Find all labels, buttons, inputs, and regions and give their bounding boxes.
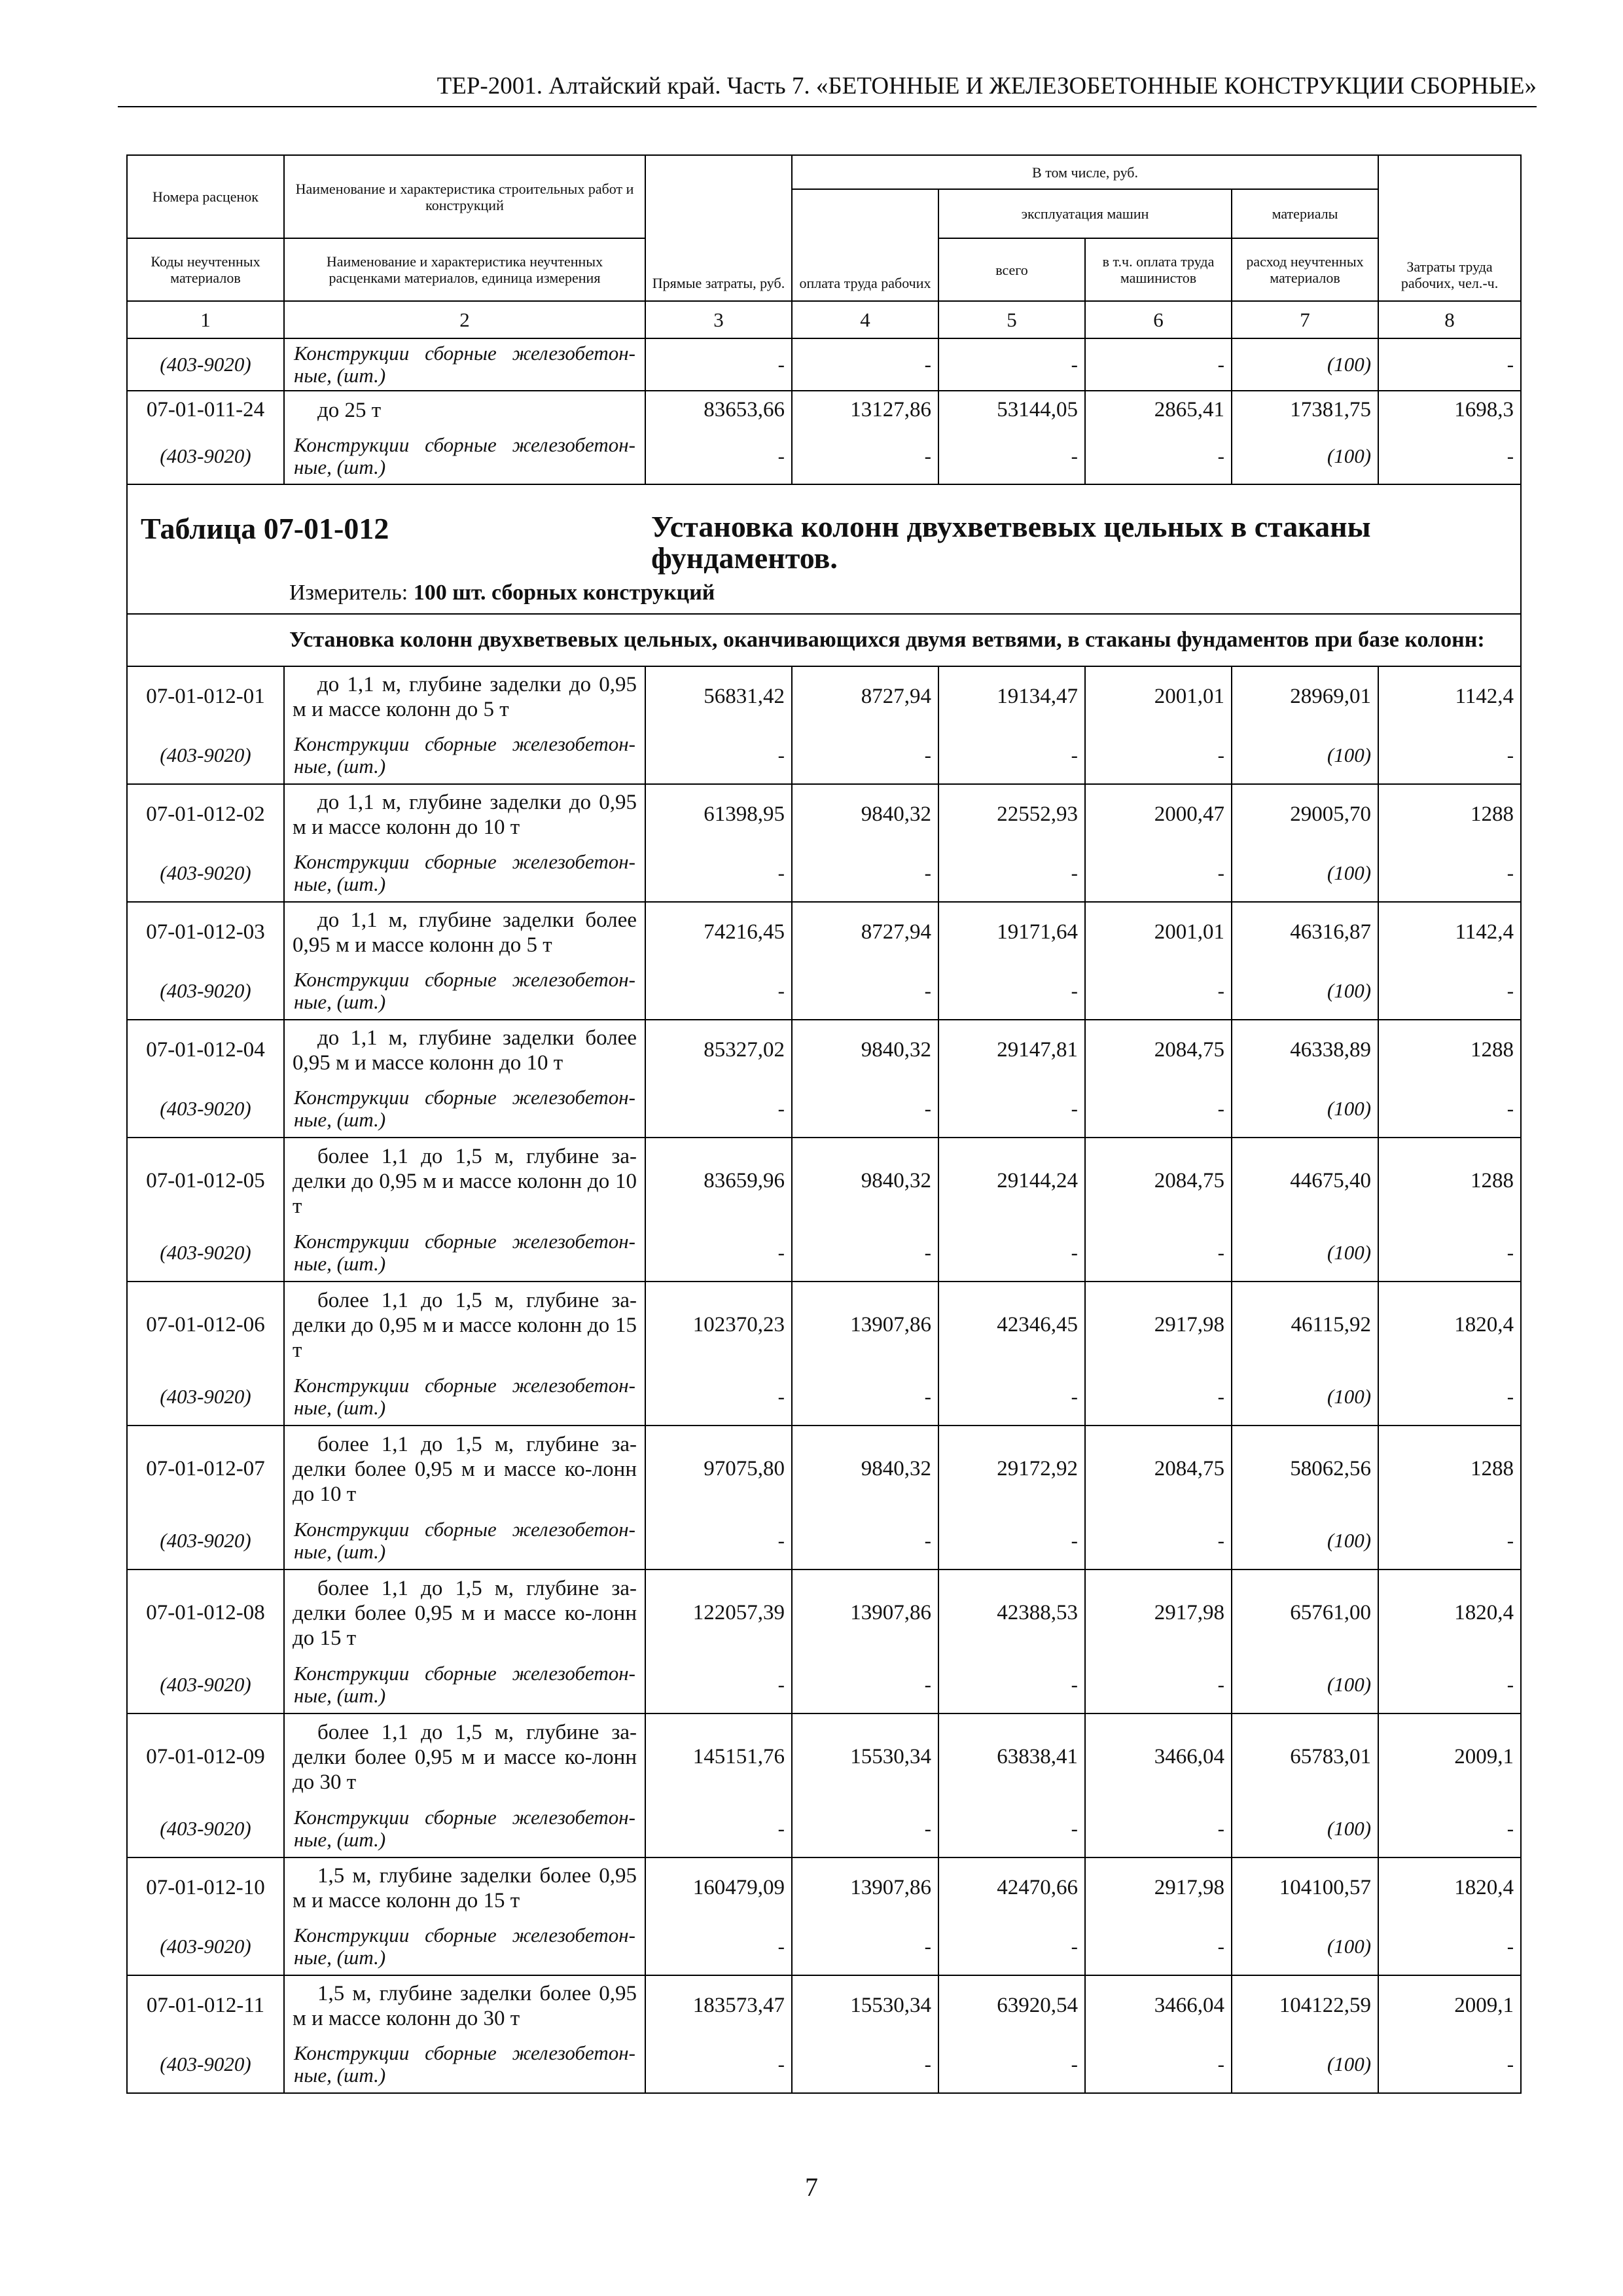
- cell-wages: -: [792, 1656, 938, 1713]
- cell-wages: 13907,86: [792, 1570, 938, 1656]
- header-direct-costs: Прямые затраты, руб.: [645, 155, 792, 301]
- cell-machines-total: 29144,24: [938, 1138, 1085, 1224]
- material-code: (403-9020): [127, 429, 284, 484]
- cell-labor-costs: 1142,4: [1378, 902, 1521, 962]
- rate-row: [127, 1975, 1521, 2036]
- cell-operators-wages: 3466,04: [1085, 1713, 1232, 1800]
- cell-wages: -: [792, 1918, 938, 1975]
- material-description: Конструкции сборные железобетон-ные, (шт.): [284, 844, 645, 902]
- cell-direct-costs: 183573,47: [645, 1975, 792, 2036]
- material-description: Конструкции сборные железобетон-ные, (шт.): [284, 1080, 645, 1138]
- header-wages: оплата труда рабочих: [792, 189, 938, 301]
- cell-material-consumption: (100): [1232, 844, 1378, 902]
- cell-material-consumption: (100): [1232, 962, 1378, 1020]
- cell-machines-total: 19171,64: [938, 902, 1085, 962]
- cell-operators-wages: 2084,75: [1085, 1020, 1232, 1080]
- cell-direct-costs: -: [645, 1800, 792, 1857]
- cell-machines-total: -: [938, 1368, 1085, 1426]
- cell-wages: 9840,32: [792, 1020, 938, 1080]
- material-code: (403-9020): [127, 1918, 284, 1975]
- rate-description: более 1,1 до 1,5 м, глубине за-делки до 0,95 м и массе колонн до 10 т: [284, 1138, 645, 1224]
- material-description: Конструкции сборные железобетон-ные, (шт.): [284, 1800, 645, 1857]
- cell-operators-wages: 3466,04: [1085, 1975, 1232, 2036]
- cell-direct-costs: 102370,23: [645, 1282, 792, 1368]
- material-code: (403-9020): [127, 1368, 284, 1426]
- rate-code: 07-01-012-09: [127, 1713, 284, 1800]
- rate-code: 07-01-012-03: [127, 902, 284, 962]
- cell-labor-costs: -: [1378, 1656, 1521, 1713]
- material-code: (403-9020): [127, 338, 284, 391]
- rate-description: до 25 т: [284, 391, 645, 429]
- cell-material-consumption: (100): [1232, 338, 1378, 391]
- cell-material-consumption: (100): [1232, 1656, 1378, 1713]
- material-row: [127, 1368, 1521, 1426]
- cell-wages: 8727,94: [792, 902, 938, 962]
- rate-description: до 1,1 м, глубине заделки более 0,95 м и массе колонн до 10 т: [284, 1020, 645, 1080]
- cell-operators-wages: -: [1085, 1224, 1232, 1282]
- rate-code: 07-01-012-01: [127, 666, 284, 726]
- cell-wages: -: [792, 962, 938, 1020]
- cell-machines-total: 42346,45: [938, 1282, 1085, 1368]
- cell-labor-costs: 1820,4: [1378, 1857, 1521, 1918]
- cell-labor-costs: 1288: [1378, 1426, 1521, 1512]
- material-row: [127, 1656, 1521, 1713]
- rate-row: [127, 1020, 1521, 1080]
- cell-material-consumption: (100): [1232, 1918, 1378, 1975]
- cell-direct-costs: 56831,42: [645, 666, 792, 726]
- cell-wages: -: [792, 338, 938, 391]
- cell-operators-wages: 2001,01: [1085, 666, 1232, 726]
- material-row: [127, 1224, 1521, 1282]
- cell-operators-wages: 2084,75: [1085, 1138, 1232, 1224]
- meter-label: Измеритель:: [289, 581, 408, 605]
- cell-materials: 44675,40: [1232, 1138, 1378, 1224]
- material-code: (403-9020): [127, 962, 284, 1020]
- cell-direct-costs: 145151,76: [645, 1713, 792, 1800]
- cell-operators-wages: -: [1085, 1512, 1232, 1570]
- cell-wages: -: [792, 726, 938, 784]
- section-heading-row: [127, 614, 1521, 666]
- rate-description: более 1,1 до 1,5 м, глубине за-делки более 0,95 м и массе ко-лонн до 15 т: [284, 1570, 645, 1656]
- cell-labor-costs: -: [1378, 1224, 1521, 1282]
- meter-value: 100 шт. сборных конструкций: [413, 581, 715, 605]
- material-row: [127, 338, 1521, 391]
- column-numbers-row: [127, 301, 1521, 338]
- cell-machines-total: -: [938, 1512, 1085, 1570]
- cell-operators-wages: 2084,75: [1085, 1426, 1232, 1512]
- header-material-names: Наименование и характеристика неучтенных расценками материалов, единица измерения: [284, 238, 645, 301]
- cell-machines-total: -: [938, 1800, 1085, 1857]
- rate-row: [127, 666, 1521, 726]
- cell-labor-costs: -: [1378, 429, 1521, 484]
- cell-operators-wages: 2917,98: [1085, 1570, 1232, 1656]
- cell-operators-wages: 2001,01: [1085, 902, 1232, 962]
- material-row: [127, 2036, 1521, 2093]
- cell-operators-wages: 2000,47: [1085, 784, 1232, 844]
- rate-description: 1,5 м, глубине заделки более 0,95 м и массе колонн до 30 т: [284, 1975, 645, 2036]
- cell-materials: 46115,92: [1232, 1282, 1378, 1368]
- cell-materials: 46316,87: [1232, 902, 1378, 962]
- cell-operators-wages: -: [1085, 1918, 1232, 1975]
- material-row: [127, 844, 1521, 902]
- cell-direct-costs: -: [645, 726, 792, 784]
- cell-machines-total: 29147,81: [938, 1020, 1085, 1080]
- cell-machines-total: -: [938, 429, 1085, 484]
- cell-operators-wages: 2917,98: [1085, 1282, 1232, 1368]
- cell-wages: 9840,32: [792, 784, 938, 844]
- cell-operators-wages: -: [1085, 844, 1232, 902]
- rate-row: [127, 784, 1521, 844]
- rate-row: [127, 1570, 1521, 1656]
- cell-operators-wages: 2917,98: [1085, 1857, 1232, 1918]
- cell-direct-costs: -: [645, 1224, 792, 1282]
- cell-labor-costs: -: [1378, 1512, 1521, 1570]
- cell-direct-costs: -: [645, 844, 792, 902]
- header-materials: материалы: [1232, 189, 1378, 238]
- cell-materials: 104100,57: [1232, 1857, 1378, 1918]
- cell-operators-wages: -: [1085, 338, 1232, 391]
- rate-description: более 1,1 до 1,5 м, глубине за-делки более 0,95 м и массе ко-лонн до 30 т: [284, 1713, 645, 1800]
- cell-machines-total: -: [938, 962, 1085, 1020]
- material-description: Конструкции сборные железобетон-ные, (шт.): [284, 1368, 645, 1426]
- cell-labor-costs: -: [1378, 726, 1521, 784]
- cell-operators-wages: -: [1085, 1080, 1232, 1138]
- material-description: Конструкции сборные железобетон-ные, (шт.): [284, 726, 645, 784]
- column-number: 2: [284, 301, 645, 338]
- cell-materials: 65761,00: [1232, 1570, 1378, 1656]
- cell-wages: -: [792, 429, 938, 484]
- cell-operators-wages: -: [1085, 962, 1232, 1020]
- cell-wages: -: [792, 1512, 938, 1570]
- header-rate-numbers: Номера расценок: [127, 155, 284, 238]
- cell-material-consumption: (100): [1232, 1512, 1378, 1570]
- column-number: 5: [938, 301, 1085, 338]
- cell-direct-costs: -: [645, 1656, 792, 1713]
- material-code: (403-9020): [127, 1800, 284, 1857]
- rate-code: 07-01-012-06: [127, 1282, 284, 1368]
- cell-machines-total: 19134,47: [938, 666, 1085, 726]
- cell-material-consumption: (100): [1232, 1800, 1378, 1857]
- table-title: Установка колонн двухветвевых цельных в стаканы фундаментов.: [651, 510, 1371, 575]
- cell-operators-wages: -: [1085, 1800, 1232, 1857]
- cell-direct-costs: 122057,39: [645, 1570, 792, 1656]
- rate-description: 1,5 м, глубине заделки более 0,95 м и массе колонн до 15 т: [284, 1857, 645, 1918]
- cell-wages: -: [792, 2036, 938, 2093]
- column-number: 3: [645, 301, 792, 338]
- cell-material-consumption: (100): [1232, 429, 1378, 484]
- cell-direct-costs: 85327,02: [645, 1020, 792, 1080]
- column-number: 7: [1232, 301, 1378, 338]
- cell-wages: 13907,86: [792, 1282, 938, 1368]
- material-description: Конструкции сборные железобетон-ные, (шт.): [284, 2036, 645, 2093]
- header-operators-wages: в т.ч. оплата труда машинистов: [1085, 238, 1232, 301]
- cell-labor-costs: -: [1378, 1918, 1521, 1975]
- rate-code: 07-01-011-24: [127, 391, 284, 429]
- section-heading: Установка колонн двухветвевых цельных, оканчивающихся двумя ветвями, в стаканы фундаментов при базе колонн:: [127, 614, 1521, 666]
- rate-code: 07-01-012-05: [127, 1138, 284, 1224]
- cell-labor-costs: 1288: [1378, 784, 1521, 844]
- cell-wages: 15530,34: [792, 1975, 938, 2036]
- cell-direct-costs: 97075,80: [645, 1426, 792, 1512]
- rate-row: [127, 1713, 1521, 1800]
- header-work-name: Наименование и характеристика строительных работ и конструкций: [284, 155, 645, 238]
- cell-materials: 65783,01: [1232, 1713, 1378, 1800]
- cell-operators-wages: -: [1085, 1656, 1232, 1713]
- cell-machines-total: 42388,53: [938, 1570, 1085, 1656]
- column-number: 1: [127, 301, 284, 338]
- material-row: [127, 1918, 1521, 1975]
- rate-row: [127, 1138, 1521, 1224]
- cell-direct-costs: -: [645, 962, 792, 1020]
- rate-code: 07-01-012-10: [127, 1857, 284, 1918]
- rate-row: [127, 1282, 1521, 1368]
- rate-code: 07-01-012-11: [127, 1975, 284, 2036]
- cell-materials: 104122,59: [1232, 1975, 1378, 2036]
- rate-row: [127, 391, 1521, 429]
- cell-labor-costs: 1820,4: [1378, 1282, 1521, 1368]
- cell-wages: 15530,34: [792, 1713, 938, 1800]
- cell-machines-total: 53144,05: [938, 391, 1085, 429]
- cell-material-consumption: (100): [1232, 1080, 1378, 1138]
- material-description: Конструкции сборные железобетон-ные, (шт.): [284, 1224, 645, 1282]
- rate-code: 07-01-012-07: [127, 1426, 284, 1512]
- cell-wages: -: [792, 1224, 938, 1282]
- price-table: [126, 154, 1522, 2094]
- cell-labor-costs: 2009,1: [1378, 1975, 1521, 2036]
- material-description: Конструкции сборные железобетон-ные, (шт.): [284, 962, 645, 1020]
- cell-machines-total: -: [938, 1224, 1085, 1282]
- rate-description: более 1,1 до 1,5 м, глубине за-делки до 0,95 м и массе колонн до 15 т: [284, 1282, 645, 1368]
- material-code: (403-9020): [127, 1512, 284, 1570]
- rate-code: 07-01-012-08: [127, 1570, 284, 1656]
- cell-direct-costs: -: [645, 1080, 792, 1138]
- cell-direct-costs: -: [645, 2036, 792, 2093]
- rate-description: до 1,1 м, глубине заделки более 0,95 м и массе колонн до 5 т: [284, 902, 645, 962]
- cell-direct-costs: -: [645, 338, 792, 391]
- material-row: [127, 1512, 1521, 1570]
- cell-wages: 9840,32: [792, 1138, 938, 1224]
- cell-materials: 29005,70: [1232, 784, 1378, 844]
- rate-row: [127, 1426, 1521, 1512]
- cell-labor-costs: 1142,4: [1378, 666, 1521, 726]
- cell-labor-costs: 1698,3: [1378, 391, 1521, 429]
- cell-machines-total: -: [938, 726, 1085, 784]
- cell-machines-total: -: [938, 1918, 1085, 1975]
- cell-wages: -: [792, 1080, 938, 1138]
- cell-operators-wages: -: [1085, 2036, 1232, 2093]
- cell-direct-costs: 160479,09: [645, 1857, 792, 1918]
- cell-materials: 17381,75: [1232, 391, 1378, 429]
- cell-material-consumption: (100): [1232, 726, 1378, 784]
- header-machines: эксплуатация машин: [938, 189, 1232, 238]
- cell-wages: -: [792, 844, 938, 902]
- rate-row: [127, 1857, 1521, 1918]
- table-number: Таблица 07-01-012: [141, 512, 389, 545]
- material-code: (403-9020): [127, 1656, 284, 1713]
- table-meter: [289, 581, 715, 605]
- rate-description: более 1,1 до 1,5 м, глубине за-делки более 0,95 м и массе ко-лонн до 10 т: [284, 1426, 645, 1512]
- material-row: [127, 429, 1521, 484]
- running-head: ТЕР-2001. Алтайский край. Часть 7. «БЕТОННЫЕ И ЖЕЛЕЗОБЕТОННЫЕ КОНСТРУКЦИИ СБОРНЫЕ»: [118, 71, 1537, 107]
- material-row: [127, 1080, 1521, 1138]
- rate-code: 07-01-012-02: [127, 784, 284, 844]
- material-description: Конструкции сборные железобетон-ные, (шт.): [284, 1512, 645, 1570]
- cell-machines-total: -: [938, 1656, 1085, 1713]
- table-title-row: [127, 484, 1521, 614]
- cell-wages: 9840,32: [792, 1426, 938, 1512]
- cell-materials: 46338,89: [1232, 1020, 1378, 1080]
- cell-operators-wages: -: [1085, 429, 1232, 484]
- material-description: Конструкции сборные железобетон-ные, (шт.): [284, 429, 645, 484]
- cell-direct-costs: -: [645, 429, 792, 484]
- cell-direct-costs: 83653,66: [645, 391, 792, 429]
- cell-operators-wages: 2865,41: [1085, 391, 1232, 429]
- cell-machines-total: -: [938, 844, 1085, 902]
- cell-material-consumption: (100): [1232, 1224, 1378, 1282]
- material-code: (403-9020): [127, 2036, 284, 2093]
- header-labor-costs: Затраты труда рабочих, чел.-ч.: [1378, 155, 1521, 301]
- material-description: Конструкции сборные железобетон-ные, (шт.): [284, 338, 645, 391]
- cell-direct-costs: -: [645, 1512, 792, 1570]
- header-material-consumption: расход неучтенных материалов: [1232, 238, 1378, 301]
- header-machines-total: всего: [938, 238, 1085, 301]
- material-row: [127, 1800, 1521, 1857]
- material-code: (403-9020): [127, 1224, 284, 1282]
- cell-direct-costs: 61398,95: [645, 784, 792, 844]
- rate-description: до 1,1 м, глубине заделки до 0,95 м и массе колонн до 10 т: [284, 784, 645, 844]
- cell-material-consumption: (100): [1232, 2036, 1378, 2093]
- cell-labor-costs: -: [1378, 844, 1521, 902]
- cell-materials: 28969,01: [1232, 666, 1378, 726]
- cell-direct-costs: 74216,45: [645, 902, 792, 962]
- cell-direct-costs: -: [645, 1368, 792, 1426]
- header-material-codes: Коды неучтенных материалов: [127, 238, 284, 301]
- column-number: 8: [1378, 301, 1521, 338]
- cell-labor-costs: -: [1378, 2036, 1521, 2093]
- cell-machines-total: -: [938, 338, 1085, 391]
- rate-code: 07-01-012-04: [127, 1020, 284, 1080]
- cell-direct-costs: -: [645, 1918, 792, 1975]
- column-number: 4: [792, 301, 938, 338]
- cell-labor-costs: 2009,1: [1378, 1713, 1521, 1800]
- material-description: Конструкции сборные железобетон-ные, (шт.): [284, 1918, 645, 1975]
- material-code: (403-9020): [127, 1080, 284, 1138]
- material-row: [127, 962, 1521, 1020]
- cell-labor-costs: 1820,4: [1378, 1570, 1521, 1656]
- header-including: В том числе, руб.: [792, 155, 1378, 189]
- cell-labor-costs: -: [1378, 1080, 1521, 1138]
- cell-machines-total: -: [938, 1080, 1085, 1138]
- column-number: 6: [1085, 301, 1232, 338]
- cell-wages: -: [792, 1368, 938, 1426]
- rate-row: [127, 902, 1521, 962]
- cell-direct-costs: 83659,96: [645, 1138, 792, 1224]
- cell-material-consumption: (100): [1232, 1368, 1378, 1426]
- material-code: (403-9020): [127, 844, 284, 902]
- cell-labor-costs: -: [1378, 338, 1521, 391]
- cell-wages: -: [792, 1800, 938, 1857]
- cell-labor-costs: -: [1378, 1800, 1521, 1857]
- cell-labor-costs: 1288: [1378, 1138, 1521, 1224]
- cell-labor-costs: 1288: [1378, 1020, 1521, 1080]
- cell-labor-costs: -: [1378, 962, 1521, 1020]
- cell-machines-total: -: [938, 2036, 1085, 2093]
- material-row: [127, 726, 1521, 784]
- cell-materials: 58062,56: [1232, 1426, 1378, 1512]
- cell-operators-wages: -: [1085, 1368, 1232, 1426]
- page-number: 7: [805, 2172, 818, 2202]
- rate-description: до 1,1 м, глубине заделки до 0,95 м и массе колонн до 5 т: [284, 666, 645, 726]
- cell-machines-total: 42470,66: [938, 1857, 1085, 1918]
- cell-wages: 8727,94: [792, 666, 938, 726]
- cell-machines-total: 63920,54: [938, 1975, 1085, 2036]
- material-code: (403-9020): [127, 726, 284, 784]
- cell-wages: 13127,86: [792, 391, 938, 429]
- cell-machines-total: 29172,92: [938, 1426, 1085, 1512]
- material-description: Конструкции сборные железобетон-ные, (шт.): [284, 1656, 645, 1713]
- cell-machines-total: 22552,93: [938, 784, 1085, 844]
- cell-labor-costs: -: [1378, 1368, 1521, 1426]
- cell-operators-wages: -: [1085, 726, 1232, 784]
- cell-wages: 13907,86: [792, 1857, 938, 1918]
- cell-machines-total: 63838,41: [938, 1713, 1085, 1800]
